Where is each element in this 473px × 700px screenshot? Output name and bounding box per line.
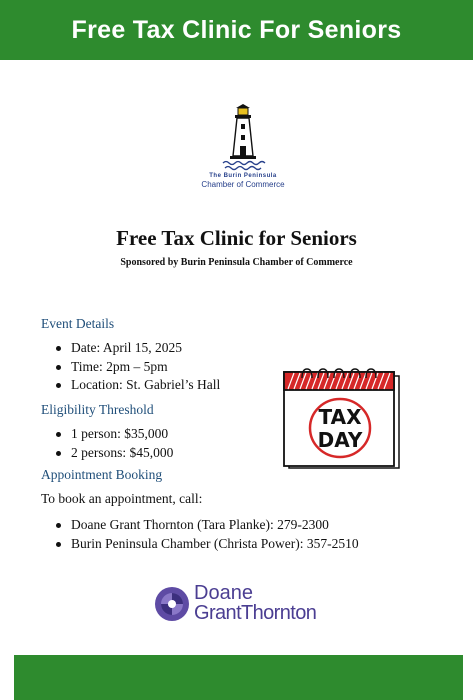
list-item: Date: April 15, 2025 [54,339,220,358]
booking-list [54,516,359,553]
sponsor-logo [154,583,334,627]
chamber-logo [188,104,298,200]
document-subtitle: Sponsored by Burin Peninsula Chamber of Commerce [120,257,353,268]
banner-title: Free Tax Clinic For Seniors [71,16,402,44]
event-details-heading: Event Details [41,316,115,331]
list-item: 2 persons: $45,000 [54,444,173,463]
appointment-booking-heading: Appointment Booking [41,467,163,482]
sponsor-mark-icon [154,586,190,622]
top-banner [0,0,473,60]
logo-text-line2: Chamber of Commerce [201,180,285,189]
list-item: Location: St. Gabriel’s Hall [54,376,220,395]
calendar-icon [280,366,404,472]
list-item: Burin Peninsula Chamber (Christa Power): 357-2510 [54,535,359,554]
lighthouse-icon [213,104,273,172]
logo-text-line1: The Burin Peninsula [209,173,277,179]
eligibility-list [54,425,173,462]
eligibility-heading: Eligibility Threshold [41,402,154,417]
calendar-day-label: DAY [317,428,363,452]
event-details-list [54,339,220,395]
sponsor-name-line2: GrantThornton [194,602,317,624]
list-item: 1 person: $35,000 [54,425,173,444]
sponsor-name-line1: Doane [194,582,253,604]
bottom-banner [14,655,463,700]
list-item: Doane Grant Thornton (Tara Planke): 279-2300 [54,516,359,535]
calendar-tax-label: TAX [318,405,362,429]
list-item: Time: 2pm – 5pm [54,358,220,377]
document-title: Free Tax Clinic for Seniors [116,226,357,250]
booking-intro: To book an appointment, call: [41,491,203,506]
